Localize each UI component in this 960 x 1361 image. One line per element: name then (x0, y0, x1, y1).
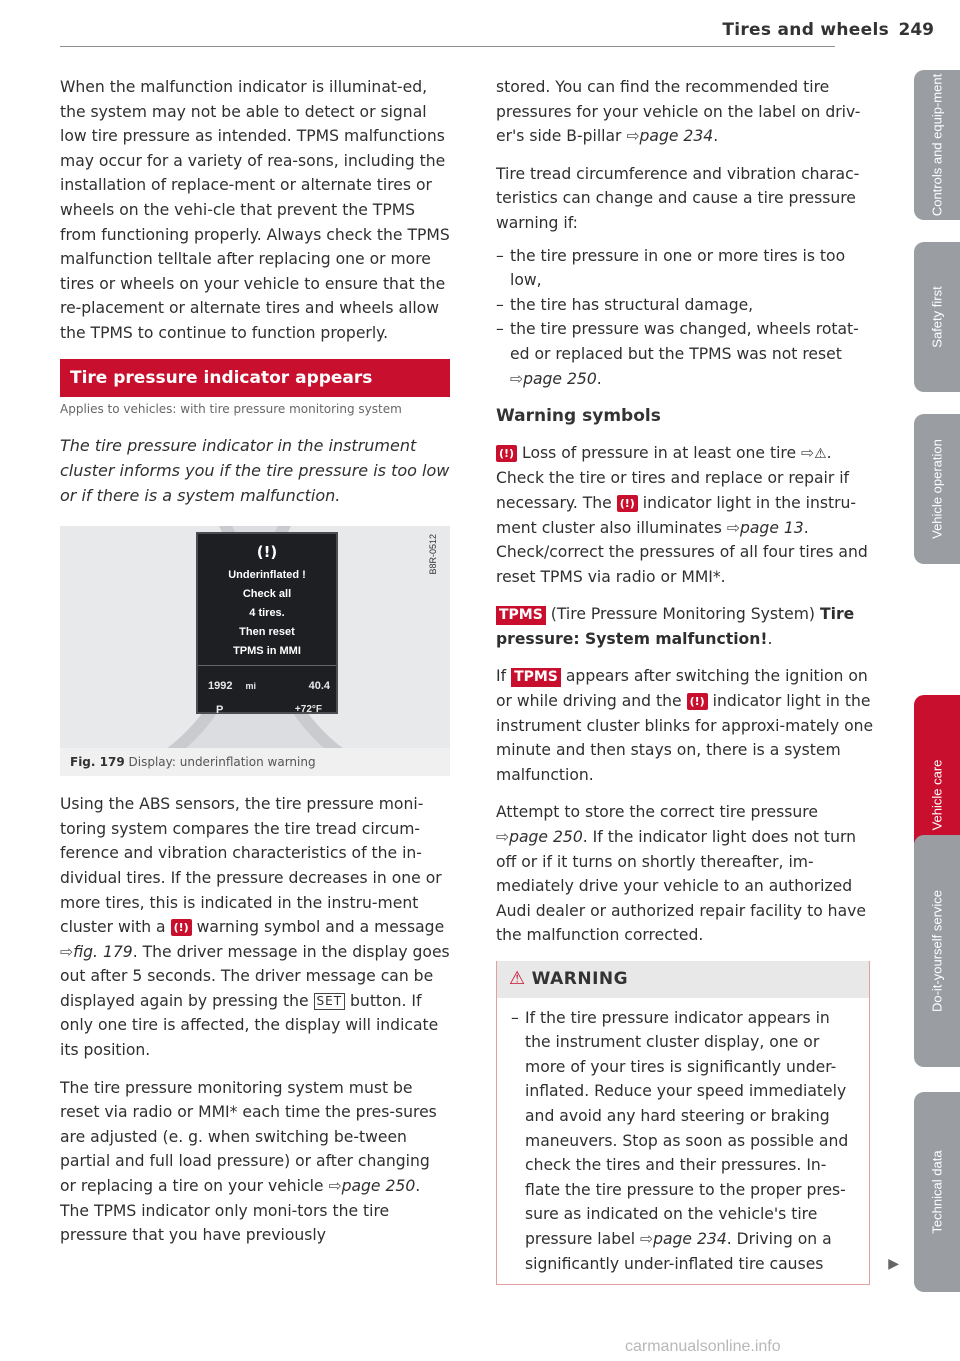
trip-value: 40.4 (308, 680, 330, 693)
cross-reference-link[interactable] (801, 444, 827, 462)
text: The tire pressure monitoring system must be reset via radio or MMI* each time the pres-sures are adjusted (e. g. when switching be-tween partial and full load pressure) or after changing or replacing a tire on your vehicle (60, 1078, 437, 1196)
paragraph: (!) Loss of pressure in at least one tire ⇨⚠. Check the tire or tires and replace or repair if necessary. The (!) indicator light in the instru-ment cluster also illuminates ⇨page 13. Check/correct the pressures of all four tires and reset TPMS via radio or MMI*. (496, 443, 868, 586)
list-item: – the tire pressure was changed, wheels rotat-ed or replaced but the TPMS was not reset ⇨page 250. (496, 317, 874, 391)
tab-do-it-yourself-service[interactable] (914, 835, 960, 1067)
display-line: Underinflated ! (228, 569, 306, 582)
odometer-unit: mi (245, 681, 257, 692)
tab-label: Vehicle operation (929, 439, 945, 539)
left-column (60, 75, 450, 1261)
arrow-icon: ⇨ (328, 1177, 342, 1196)
cross-reference-link[interactable] (496, 828, 583, 846)
page-number: 249 (898, 20, 934, 40)
paragraph (496, 664, 874, 787)
list-item (511, 1006, 857, 1277)
subheading: Warning symbols (496, 406, 661, 427)
tire-pressure-warning-icon: (!) (617, 495, 638, 512)
caption-text: Display: underinflation warning (128, 755, 316, 770)
warning-box (496, 961, 899, 1285)
text: button. If only one tire is affected, the display will indicate its position. (60, 991, 439, 1060)
tab-vehicle-operation[interactable] (914, 414, 960, 564)
link-text: page 250 (341, 1177, 416, 1196)
set-key: SET (314, 993, 346, 1010)
text: indicator light in the instru-ment cluster also illuminates (496, 493, 857, 537)
lead-text: The tire pressure indicator in the instrument cluster informs you if the tire pressure is too low or if there is a system malfunction. (60, 436, 450, 506)
tab-controls-and-equipment[interactable] (914, 70, 960, 220)
cross-reference-link[interactable] (626, 127, 713, 145)
paragraph (496, 602, 874, 651)
link-text: fig. 179 (73, 942, 133, 961)
tab-label: Do-it-yourself service (929, 889, 945, 1013)
header-rule (60, 46, 835, 47)
figure-instrument-cluster (60, 526, 450, 748)
caption-label: Fig. 179 (70, 755, 125, 770)
text: If the tire pressure indicator appears in the instrument cluster display, one or more of your tires is significantly under-inflated. Reduce your speed immediately and avoid any hard steering or braking maneuvers. Stop as soon as possible and check the tires and their pressures. In-flate the tire pressure to the proper pres-sure as indicated on the vehicle's tire pressure label (525, 1008, 849, 1248)
bold-text: Tire pressure: System malfunction! (496, 605, 855, 648)
link-text: page 13 (739, 518, 804, 537)
gear-indicator: P (216, 704, 224, 717)
text: warning symbol and a message (196, 918, 445, 937)
text: (Tire Pressure Monitoring System) (550, 605, 815, 624)
watermark: carmanualsonline.info (625, 1338, 781, 1355)
cross-reference-link[interactable] (60, 943, 133, 961)
display-separator (198, 665, 336, 666)
display-message (198, 566, 336, 661)
text: Check the tire or tires and replace or repair if necessary. The (496, 469, 850, 512)
arrow-icon: ⇨ (726, 518, 740, 537)
paragraph (496, 800, 874, 948)
paragraph (60, 1076, 450, 1248)
link-text: page 234 (653, 1229, 727, 1248)
text: Attempt to store the correct tire pressure (496, 803, 818, 822)
text: . Check/correct the pressures of all four tires and reset TPMS via radio or MMI*. (496, 518, 868, 586)
warning-title: WARNING (531, 969, 629, 989)
arrow-icon: ⇨ (510, 369, 524, 388)
warning-body (497, 998, 869, 1285)
cross-reference-link[interactable] (640, 1230, 727, 1248)
tpms-warning-icon: TPMS (511, 668, 561, 687)
text: . (767, 629, 773, 648)
warning-list (511, 1006, 857, 1277)
tire-pressure-icon: (!) (256, 543, 278, 562)
text: the tire pressure was changed, wheels rotat-ed or replaced but the TPMS was not reset (510, 320, 859, 363)
link-text: page 250 (509, 828, 583, 847)
text: Using the ABS sensors, the tire pressure moni-toring system compares the tire tread circum-ference and vibration characteristics of the in-dividual tires. If the pressure decreases in one or more tires, this is indicated in the instru-ment cluster with a (60, 795, 442, 937)
tab-technical-data[interactable] (914, 1092, 960, 1292)
text: . (713, 127, 719, 146)
chapter-title: Tires and wheels (722, 20, 889, 40)
text: If (496, 667, 507, 686)
cross-reference-link[interactable] (510, 370, 597, 388)
text: Loss of pressure in at least one tire (522, 443, 797, 462)
condition-list (496, 244, 874, 392)
warning-triangle-icon: ⚠ (814, 445, 827, 462)
continue-arrow-icon: ▶ (888, 1255, 899, 1272)
right-column (496, 75, 899, 1285)
tab-label: Vehicle care (929, 759, 945, 831)
text: indicator light in the instrument cluster blinks for approxi-mately one minute and then stays on, there is a system malfunction. (496, 692, 874, 784)
tpms-warning-icon: TPMS (496, 606, 546, 625)
tire-pressure-warning-icon: (!) (171, 919, 192, 936)
arrow-icon: ⇨ (626, 127, 640, 146)
applies-note: Applies to vehicles: with tire pressure monitoring system (60, 402, 402, 417)
list-item: – the tire has structural damage, (496, 293, 874, 318)
outside-temp: +72°F (294, 704, 322, 716)
warning-triangle-icon: ⚠ (509, 968, 526, 989)
warning-header (497, 961, 869, 998)
text: . The TPMS indicator only moni-tors the tire pressure that you have previously (60, 1177, 421, 1245)
paragraph (60, 792, 450, 1063)
tab-label: Technical data (929, 1150, 945, 1234)
text: . The driver message in the display goes out after 5 seconds. The driver message can be displayed again by pressing the (60, 942, 450, 1010)
arrow-icon: ⇨ (60, 942, 74, 961)
odometer-row (208, 674, 330, 699)
figure-caption (60, 748, 450, 776)
display-line: 4 tires. (249, 607, 285, 620)
figure-code: B8R-0512 (428, 534, 439, 575)
paragraph (496, 75, 874, 149)
text: . Driving on a significantly under-inflated tire causes (525, 1229, 832, 1273)
chapter-tabs (914, 70, 960, 1300)
arrow-icon: ⇨ (640, 1229, 654, 1248)
link-text: page 250 (523, 369, 597, 388)
paragraph: Tire tread circumference and vibration charac-teristics can change and cause a tire pressure warning if: (496, 164, 860, 232)
section-title: Tire pressure indicator appears (60, 359, 450, 398)
tire-pressure-warning-icon: (!) (496, 445, 517, 462)
cross-reference-link[interactable] (329, 1177, 416, 1195)
display-line: Then reset (239, 626, 295, 639)
text: appears after switching the ignition on or while driving and the (496, 667, 868, 711)
list-item: – the tire pressure in one or more tires is too low, (496, 244, 874, 293)
display-line: TPMS in MMI (233, 645, 301, 658)
tire-pressure-warning-icon: (!) (687, 693, 708, 710)
arrow-icon: ⇨ (801, 443, 815, 462)
text: . If the indicator light does not turn off or if it turns on shortly thereafter, im-mediately drive your vehicle to an authorized Audi dealer or authorized repair facility to have the malfunction corrected. (496, 828, 866, 945)
display-line: Check all (242, 588, 292, 601)
tab-label: Safety first (929, 286, 945, 348)
link-text: page 234 (639, 127, 714, 146)
tab-safety-first[interactable] (914, 242, 960, 392)
paragraph: When the malfunction indicator is illuminat-ed, the system may not be able to detect or signal low tire pressure as intended. TPMS malfunctions may occur for a variety of rea-sons, including the installation of replace-ment or alternate tires or wheels on the vehi-cle that prevent the TPMS from functioning properly. Always check the TPMS malfunction telltale after replacing one or more tires or wheels on your vehicle to ensure that the re-placement or alternate tires and wheels allow the TPMS to continue to function properly. (60, 78, 450, 342)
tab-label: Controls and equip-ment (929, 73, 945, 217)
cross-reference-link[interactable] (727, 519, 804, 537)
arrow-icon: ⇨ (496, 828, 510, 847)
odometer-value: 1992 (208, 680, 233, 693)
text: stored. You can find the recommended tire pressures for your vehicle on the label on driv-er's side B-pillar (496, 78, 861, 146)
cluster-display (196, 532, 338, 717)
